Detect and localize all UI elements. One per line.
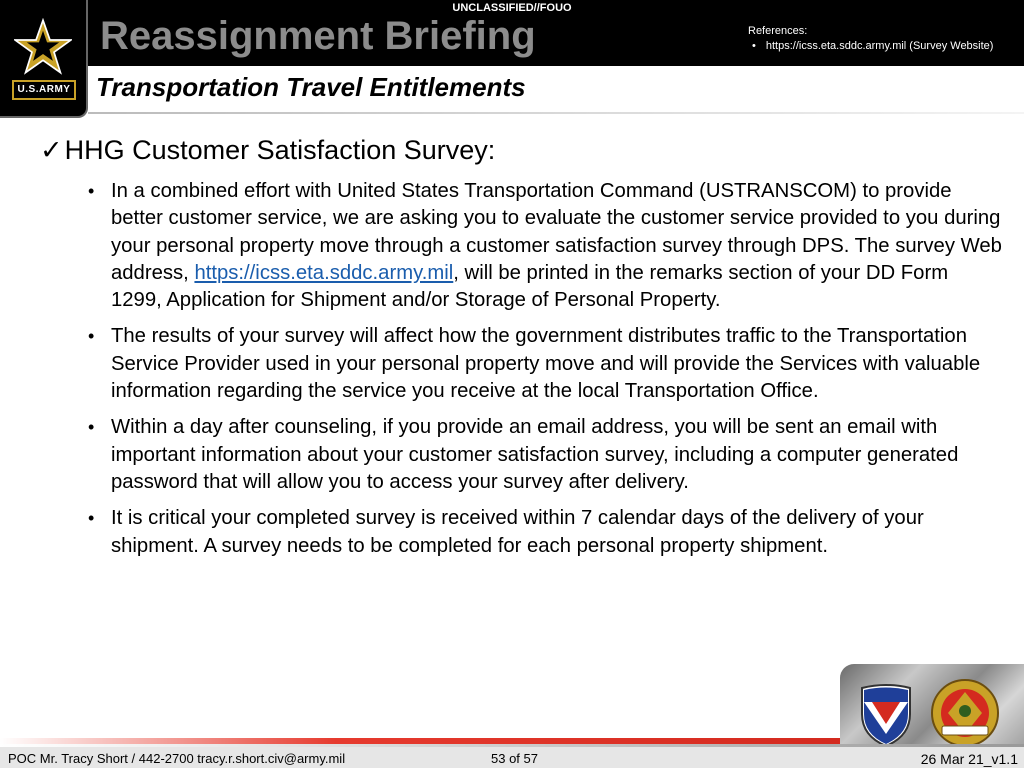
- footer-bar: [0, 747, 1024, 768]
- page-subtitle: Transportation Travel Entitlements: [96, 72, 526, 102]
- footer-date-version: 26 Mar 21_v1.1: [920, 751, 1018, 767]
- support-emblem-icon: [930, 678, 1000, 748]
- survey-link[interactable]: https://icss.eta.sddc.army.mil: [194, 261, 454, 284]
- classification-banner: UNCLASSIFIED//FOUO: [452, 2, 572, 14]
- amc-shield-icon: [858, 684, 914, 748]
- bullet-icon: •: [88, 326, 95, 347]
- section-heading-text: HHG Customer Satisfaction Survey:: [64, 135, 496, 165]
- list-item: [88, 178, 1003, 314]
- reference-item: • https://icss.eta.sddc.army.mil (Survey Website): [748, 40, 993, 52]
- list-item: [88, 323, 1003, 405]
- subtitle-divider: [88, 112, 1024, 114]
- army-logo: [0, 0, 88, 118]
- bullet-icon: •: [88, 417, 95, 438]
- footer-poc: POC Mr. Tracy Short / 442-2700 tracy.r.short.civ@army.mil: [8, 751, 346, 766]
- list-item-text: , will be printed in the remarks section of your DD Form 1299, Application for Shipment and/or Storage of Personal Property.: [111, 261, 949, 312]
- list-item-text: In a combined effort with United States Transportation Command (USTRANSCOM) to provide better customer service, we are asking you to evaluate the customer service provided to you during your personal property move through a customer satisfaction survey through DPS. The survey Web address,: [111, 180, 1002, 284]
- list-item-text: Within a day after counseling, if you provide an email address, you will be sent an email with important information about your customer satisfaction survey, including a computer generated password that will allow you to access your survey after delivery.: [111, 416, 959, 493]
- bullet-icon: •: [88, 508, 95, 529]
- list-item-text: It is critical your completed survey is received within 7 calendar days of the delivery of your shipment. A survey needs to be completed for each personal property shipment.: [111, 507, 924, 557]
- list-item: [88, 505, 1003, 560]
- army-star-logo-icon: [14, 18, 72, 76]
- bullet-icon: •: [88, 181, 95, 201]
- section-heading: [40, 135, 495, 166]
- references-label: References:: [748, 25, 808, 37]
- list-item-text: The results of your survey will affect how the government distributes traffic to the Transportation Service Provider used in your personal property move and will provide the Services with valuable information regarding the service you receive at the local Transportation Office.: [111, 325, 981, 403]
- bullet-list: [88, 178, 1003, 569]
- page-number: 53 of 57: [491, 751, 538, 766]
- list-item: [88, 414, 1003, 496]
- army-logo-text: U.S.ARMY: [12, 80, 76, 100]
- check-icon: ✓: [40, 135, 63, 165]
- page-title: Reassignment Briefing: [100, 14, 536, 58]
- references: [748, 25, 993, 52]
